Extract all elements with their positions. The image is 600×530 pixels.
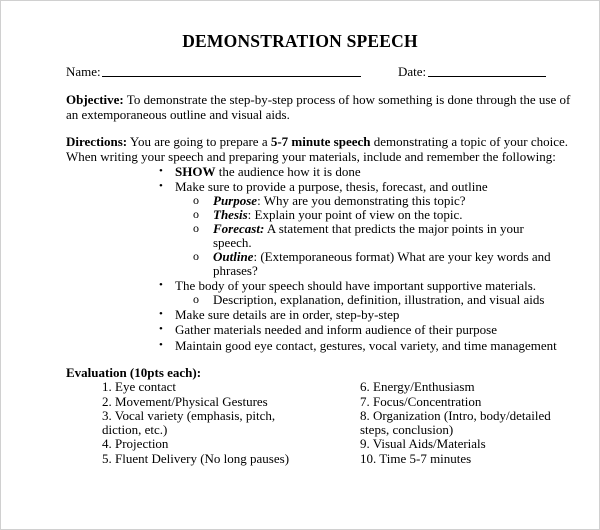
circle-bullet-icon: o <box>193 249 199 263</box>
directions-line-1 <box>66 134 568 149</box>
list-item-show <box>175 164 361 179</box>
list-item-gather: Gather materials needed and inform audience of their purpose <box>175 322 497 337</box>
eval-left-3: 3. Vocal variety (emphasis, pitch, <box>102 408 276 423</box>
list-item-body: The body of your speech should have important supportive materials. <box>175 278 537 293</box>
eval-right-9: 9. Visual Aids/Materials <box>360 436 486 451</box>
bullet-icon: • <box>159 308 163 320</box>
objective-line-2: an extemporaneous outline and visual aids. <box>66 107 290 122</box>
directions-label: Directions: <box>66 134 128 149</box>
eval-right-10: 10. Time 5-7 minutes <box>360 451 472 466</box>
eval-left-5: 5. Fluent Delivery (No long pauses) <box>102 451 290 466</box>
sub-item-purpose <box>213 193 466 208</box>
forecast-text-1: A statement that predicts the major points in your <box>266 221 524 236</box>
circle-bullet-icon: o <box>193 221 199 235</box>
list-item-maintain: Maintain good eye contact, gestures, vocal variety, and time management <box>175 338 557 353</box>
eval-left-1: 1. Eye contact <box>102 379 176 394</box>
date-underline <box>428 76 546 77</box>
directions-text-a: You are going to prepare a <box>129 134 268 149</box>
sub-item-outline <box>213 249 551 264</box>
date-label: Date: <box>398 64 427 79</box>
thesis-text: : Explain your point of view on the topic. <box>247 207 463 222</box>
outline-text-2: phrases? <box>213 263 258 278</box>
circle-bullet-icon: o <box>193 207 199 221</box>
objective-text-1: To demonstrate the step-by-step process of how something is done through the use of <box>126 92 571 107</box>
eval-left-2: 2. Movement/Physical Gestures <box>102 394 268 409</box>
bullet-icon: • <box>159 180 163 192</box>
evaluation-label: Evaluation (10pts each): <box>66 365 202 380</box>
directions-duration: 5-7 minute speech <box>270 134 371 149</box>
outline-text-1: : (Extemporaneous format) What are your key words and <box>253 249 551 264</box>
show-text: the audience how it is done <box>218 164 361 179</box>
document-title: DEMONSTRATION SPEECH <box>182 31 418 51</box>
sub-item-thesis <box>213 207 463 222</box>
circle-bullet-icon: o <box>193 292 199 306</box>
thesis-label: Thesis <box>213 207 248 222</box>
directions-line-2: When writing your speech and preparing your materials, include and remember the following: <box>66 149 556 164</box>
purpose-text: : Why are you demonstrating this topic? <box>257 193 466 208</box>
bullet-icon: • <box>159 339 163 351</box>
circle-bullet-icon: o <box>193 193 199 207</box>
directions-text-b: demonstrating a topic of your choice. <box>373 134 568 149</box>
eval-right-6: 6. Energy/Enthusiasm <box>360 379 475 394</box>
bullet-icon: • <box>159 165 163 177</box>
forecast-label: Forecast: <box>213 221 265 236</box>
outline-label: Outline <box>213 249 254 264</box>
sub-item-supportive: Description, explanation, definition, illustration, and visual aids <box>213 292 545 307</box>
purpose-label: Purpose <box>213 193 258 208</box>
eval-left-3-cont: diction, etc.) <box>102 422 168 437</box>
bullet-icon: • <box>159 279 163 291</box>
list-item-details: Make sure details are in order, step-by-step <box>175 307 400 322</box>
bullet-icon: • <box>159 323 163 335</box>
name-label: Name: <box>66 64 101 79</box>
name-underline <box>102 76 361 77</box>
forecast-text-2: speech. <box>213 235 252 250</box>
objective-line-1 <box>66 92 570 107</box>
sub-item-forecast <box>213 221 524 236</box>
show-emphasis: SHOW <box>175 164 216 179</box>
eval-right-8-cont: steps, conclusion) <box>360 422 454 437</box>
eval-left-4: 4. Projection <box>102 436 169 451</box>
objective-label: Objective: <box>66 92 124 107</box>
list-item-structure: Make sure to provide a purpose, thesis, forecast, and outline <box>175 179 488 194</box>
eval-right-8: 8. Organization (Intro, body/detailed <box>360 408 551 423</box>
eval-right-7: 7. Focus/Concentration <box>360 394 482 409</box>
